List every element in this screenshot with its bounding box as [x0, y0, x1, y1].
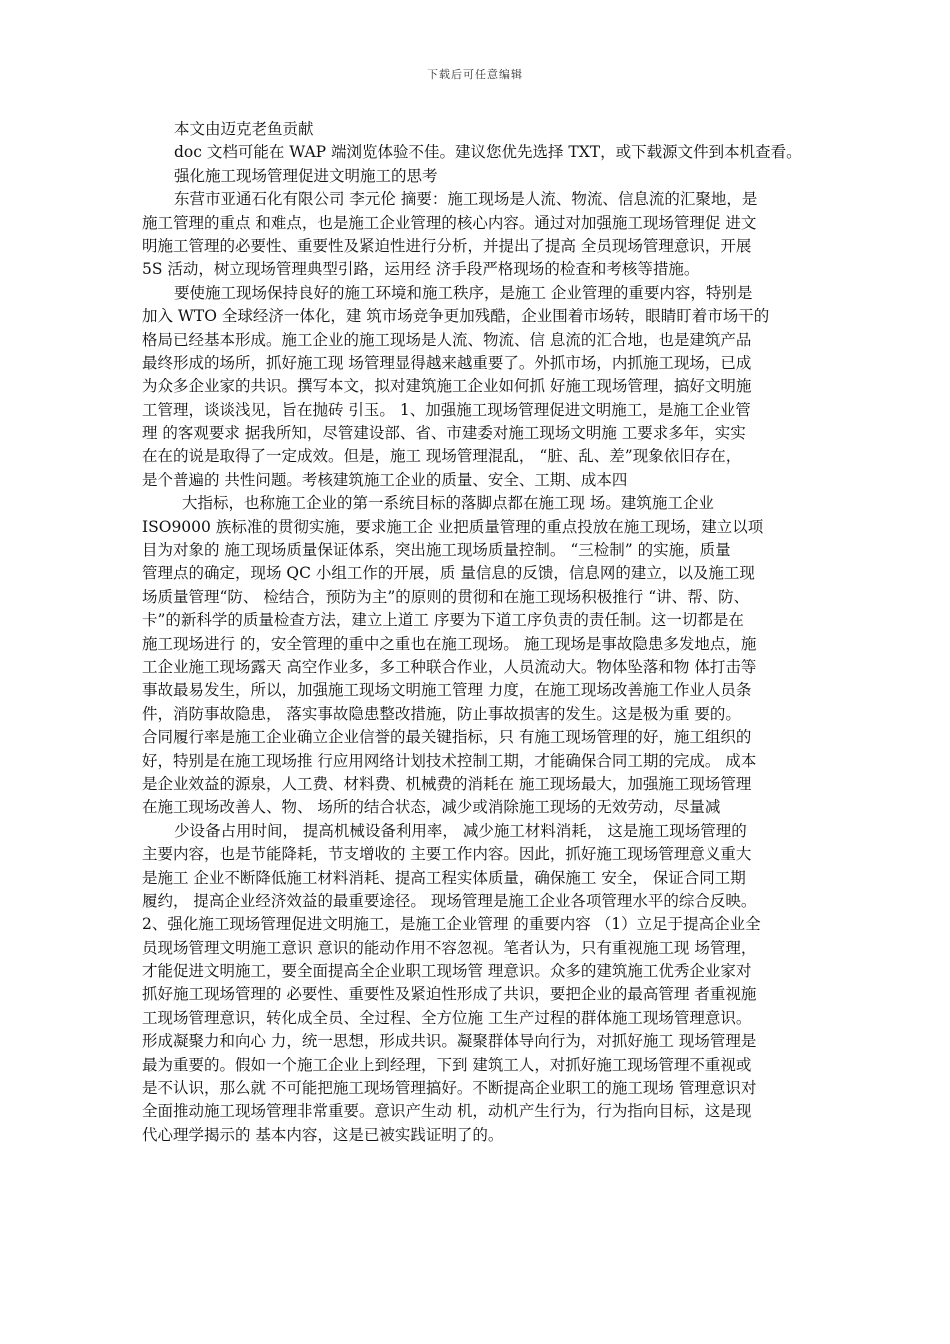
text-line: 施工现场进行 的，安全管理的重中之重也在施工现场。 施工现场是事故隐患多发地点，施 [142, 634, 757, 653]
text-line: 目为对象的 施工现场质量保证体系，突出施工现场质量控制。 “三检制” 的实施，质量 [142, 541, 731, 560]
text-line: 施工管理的重点 和难点，也是施工企业管理的核心内容。通过对加强施工现场管理促 进文 [142, 213, 757, 232]
text-line: 抓好施工现场管理的 必要性、重要性及紧迫性形成了共识，要把企业的最高管理 者重视施 [142, 985, 757, 1004]
text-line: 为众多企业家的共识。撰写本文，拟对建筑施工企业如何抓 好施工现场管理，搞好文明施 [142, 377, 752, 396]
text-line: doc 文档可能在 WAP 端浏览体验不佳。建议您优先选择 TXT，或下载源文件到本机查看。 [174, 143, 802, 162]
text-line: 5S 活动，树立现场管理典型引路，运用经 济手段严格现场的检查和考核等措施。 [142, 260, 700, 279]
text-line: 合同履行率是施工企业确立企业信誉的最关键指标，只 有施工现场管理的好，施工组织的 [142, 728, 752, 747]
text-line: 员现场管理文明施工意识 意识的能动作用不容忽视。笔者认为，只有重视施工现 场管理， [142, 938, 757, 957]
text-line: 场质量管理“防、 检结合，预防为主”的原则的贯彻和在施工现场积极推行 “讲、帮、防、 [142, 587, 750, 606]
text-line: 是施工 企业不断降低施工材料消耗、提高工程实体质量，确保施工 安全， 保证合同工期 [142, 868, 746, 887]
text-line: 代心理学揭示的 基本内容，这是已被实践证明了的。 [142, 1125, 504, 1144]
text-line: 大指标，也称施工企业的第一系统目标的落脚点都在施工现 场。建筑施工企业 [182, 494, 714, 513]
text-line: 卡”的新科学的质量检查方法，建立上道工 序要为下道工序负责的责任制。这一切都是在 [142, 611, 744, 630]
text-line: 最为重要的。假如一个施工企业上到经理，下到 建筑工人，对抓好施工现场管理不重视或 [142, 1055, 752, 1074]
text-line: 工企业施工现场露天 高空作业多，多工种联合作业，人员流动大。物体坠落和物 体打击等 [142, 657, 757, 676]
text-line: 加入 WTO 全球经济一体化，建 筑市场竞争更加残酷，企业围着市场转，眼睛盯着市场干的 [142, 307, 770, 326]
text-line: 工现场管理意识，转化成全员、全过程、全方位施 工生产过程的群体施工现场管理意识。 [142, 1008, 752, 1027]
text-line: 履约， 提高企业经济效益的最重要途径。 现场管理是施工企业各项管理水平的综合反映。 [142, 891, 757, 910]
text-line: 要使施工现场保持良好的施工环境和施工秩序，是施工 企业管理的重要内容，特别是 [174, 283, 753, 302]
text-line: 在施工现场改善人、物、 场所的结合状态，减少或消除施工现场的无效劳动，尽量减 [142, 798, 721, 817]
text-line: 格局已经基本形成。施工企业的施工现场是人流、物流、信 息流的汇合地，也是建筑产品 [142, 330, 752, 349]
text-line: ISO9000 族标准的贯彻实施，要求施工企 业把质量管理的重点投放在施工现场，建立以项 [142, 517, 764, 536]
text-line: 件，消防事故隐患， 落实事故隐患整改措施，防止事故损害的发生。这是极为重 要的。 [142, 704, 741, 723]
text-line: 2、强化施工现场管理促进文明施工，是施工企业管理 的重要内容 （1）立足于提高企业全 [142, 915, 761, 934]
text-line: 事故最易发生，所以，加强施工现场文明施工管理 力度，在施工现场改善施工作业人员条 [142, 681, 752, 700]
text-line: 少设备占用时间， 提高机械设备利用率， 减少施工材料消耗， 这是施工现场管理的 [174, 821, 747, 840]
text-line: 是个普遍的 共性问题。考核建筑施工企业的质量、安全、工期、成本四 [142, 470, 628, 489]
text-line: 形成凝聚力和向心 力，统一思想，形成共识。凝聚群体导向行为，对抓好施工 现场管理是 [142, 1032, 757, 1051]
text-line: 管理点的确定，现场 QC 小组工作的开展，质 量信息的反馈，信息网的建立，以及施工现 [142, 564, 755, 583]
text-line: 明施工管理的必要性、重要性及紧迫性进行分析，并提出了提高 全员现场管理意识，开展 [142, 236, 752, 255]
text-line: 强化施工现场管理促进文明施工的思考 [174, 166, 438, 185]
text-line: 在在的说是取得了一定成效。但是，施工 现场管理混乱， “脏、乱、差”现象依旧存在， [142, 447, 742, 466]
text-line: 本文由迈克老鱼贡献 [174, 120, 314, 138]
text-line: 最终形成的场所，抓好施工现 场管理显得越来越重要了。外抓市场，内抓施工现场，已成 [142, 353, 752, 372]
text-line: 是不认识，那么就 不可能把施工现场管理搞好。不断提高企业职工的施工现场 管理意识对 [142, 1079, 757, 1098]
text-line: 好，特别是在施工现场推 行应用网络计划技术控制工期，才能确保合同工期的完成。 成本 [142, 751, 757, 770]
document-body [142, 118, 822, 1147]
text-line: 才能促进文明施工，要全面提高全企业职工现场管 理意识。众多的建筑施工优秀企业家对 [142, 962, 752, 981]
text-line: 东营市亚通石化有限公司 李元伦 摘要：施工现场是人流、物流、信息流的汇聚地，是 [174, 190, 758, 209]
text-line: 主要内容，也是节能降耗，节支增收的 主要工作内容。因此，抓好施工现场管理意义重大 [142, 845, 752, 864]
text-line: 工管理，谈谈浅见，旨在抛砖 引玉。 1、加强施工现场管理促进文明施工，是施工企业管 [142, 400, 751, 419]
text-line: 理 的客观要求 据我所知，尽管建设部、省、市建委对施工现场文明施 工要求多年，实实 [142, 424, 746, 443]
text-line: 是企业效益的源泉，人工费、材料费、机械费的消耗在 施工现场最大，加强施工现场管理 [142, 774, 752, 793]
text-line: 全面推动施工现场管理非常重要。意识产生动 机，动机产生行为，行为指向目标，这是现 [142, 1102, 752, 1121]
page-header: 下载后可任意编辑 [427, 68, 523, 81]
